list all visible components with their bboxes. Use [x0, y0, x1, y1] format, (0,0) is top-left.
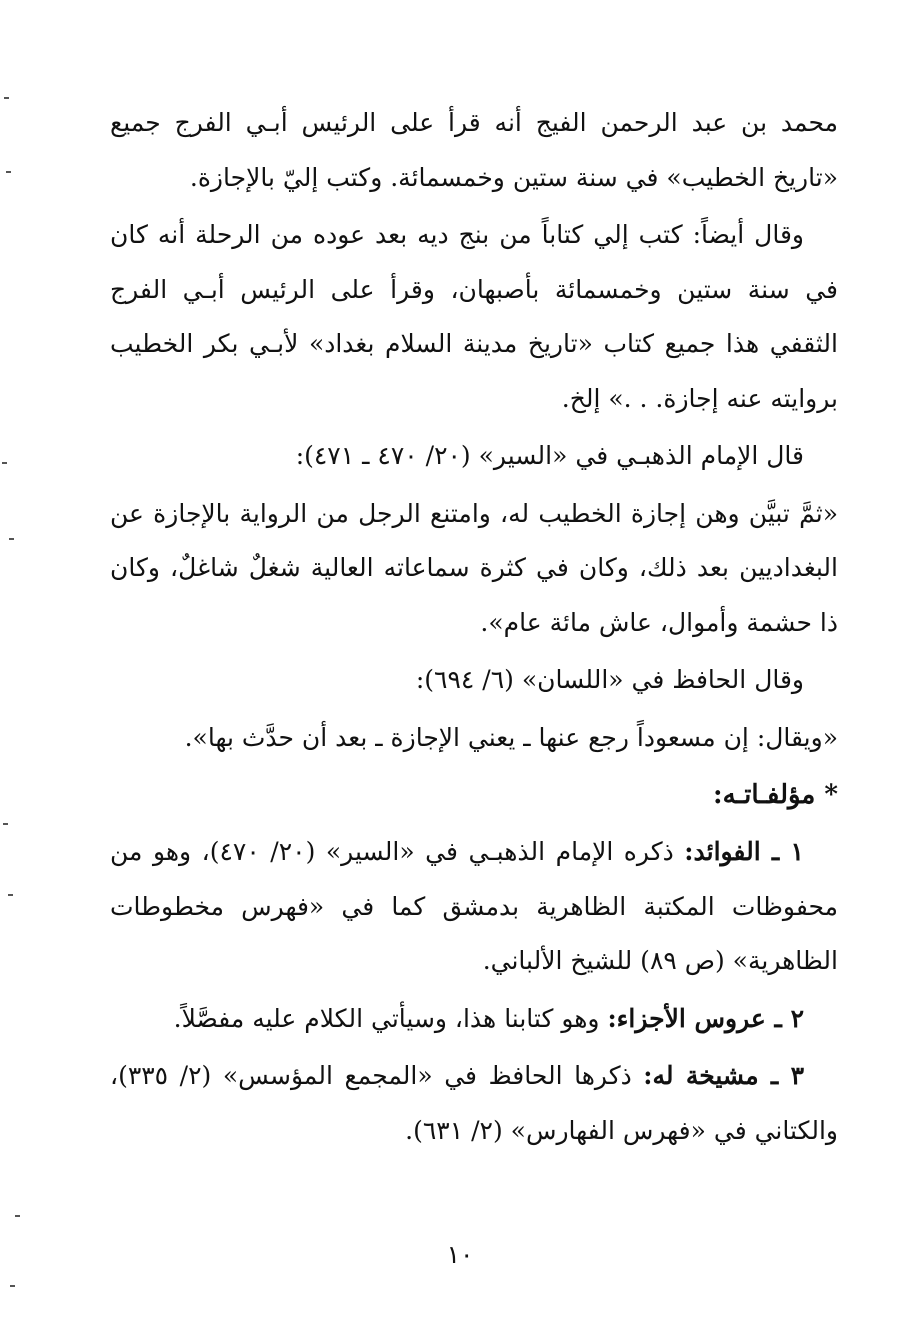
scan-mark — [9, 538, 14, 540]
scan-mark — [8, 894, 13, 896]
work-title: ٢ ـ عروس الأجزاء: — [607, 1003, 804, 1033]
quote-dhahabi: «ثمَّ تبيَّن وهن إجازة الخطيب له، وامتنع الرجل من الرواية بالإجازة عن البغداديين بعد ذلك، وكان في كثرة سماعاته العالية شغلٌ شاغلٌ، وكان ذا حشمة وأموال، عاش مائة عام». — [110, 498, 838, 637]
paragraph-3: قال الإمام الذهبـي في «السير» (٢٠/ ٤٧٠ ـ ٤٧١): — [295, 441, 804, 470]
paragraph-1: محمد بن عبد الرحمن الفيج أنه قرأ على الرئيس أبـي الفرج جميع «تاريخ الخطيب» في سنة ستين وخمسمائة. وكتب إليّ بالإجازة. — [110, 108, 838, 192]
work-title: ١ ـ الفوائد: — [684, 837, 804, 866]
work-text: ذكره الإمام الذهبـي في «السير» (٢٠/ ٤٧٠)، وهو من محفوظات المكتبة الظاهرية بدمشق كما في «فهرس مخطوطات الظاهرية» (ص ٨٩) للشيخ الألباني. — [110, 837, 838, 975]
scan-mark — [10, 1285, 15, 1287]
scan-mark — [15, 1215, 20, 1217]
paragraph-2: وقال أيضاً: كتب إلي كتاباً من بنج ديه بعد عوده من الرحلة أنه كان في سنة ستين وخمسمائة بأصبهان، وقرأ على الرئيس أبـي الفرج الثقفي هذا جميع كتاب «تاريخ مدينة السلام بغداد» لأبـي بكر الخطيب بروايته عنه إجازة. . .» إلخ. — [110, 220, 838, 413]
work-text: ذكرها الحافظ في «المجمع المؤسس» (٢/ ٣٣٥)، والكتاني في «فهرس الفهارس» (٢/ ٦٣١). — [110, 1061, 838, 1145]
scan-mark — [4, 97, 9, 99]
scan-mark — [6, 171, 11, 173]
scan-mark — [3, 823, 8, 825]
page-number: ١٠ — [446, 1240, 474, 1269]
work-item-1 — [110, 825, 838, 989]
work-item-3 — [110, 1049, 838, 1158]
work-title: ٣ ـ مشيخة له: — [643, 1061, 804, 1090]
work-item-2 — [110, 992, 838, 1047]
section-heading: * مؤلفـاتـه: — [712, 780, 838, 810]
paragraph-4: وقال الحافظ في «اللسان» (٦/ ٦٩٤): — [415, 665, 804, 694]
scan-mark — [2, 462, 7, 464]
quote-lisan: «ويقال: إن مسعوداً رجع عنها ـ يعني الإجازة ـ بعد أن حدَّث بها». — [184, 722, 838, 752]
work-text: وهو كتابنا هذا، وسيأتي الكلام عليه مفصَّلاً. — [173, 1003, 608, 1033]
book-page — [110, 96, 838, 1161]
